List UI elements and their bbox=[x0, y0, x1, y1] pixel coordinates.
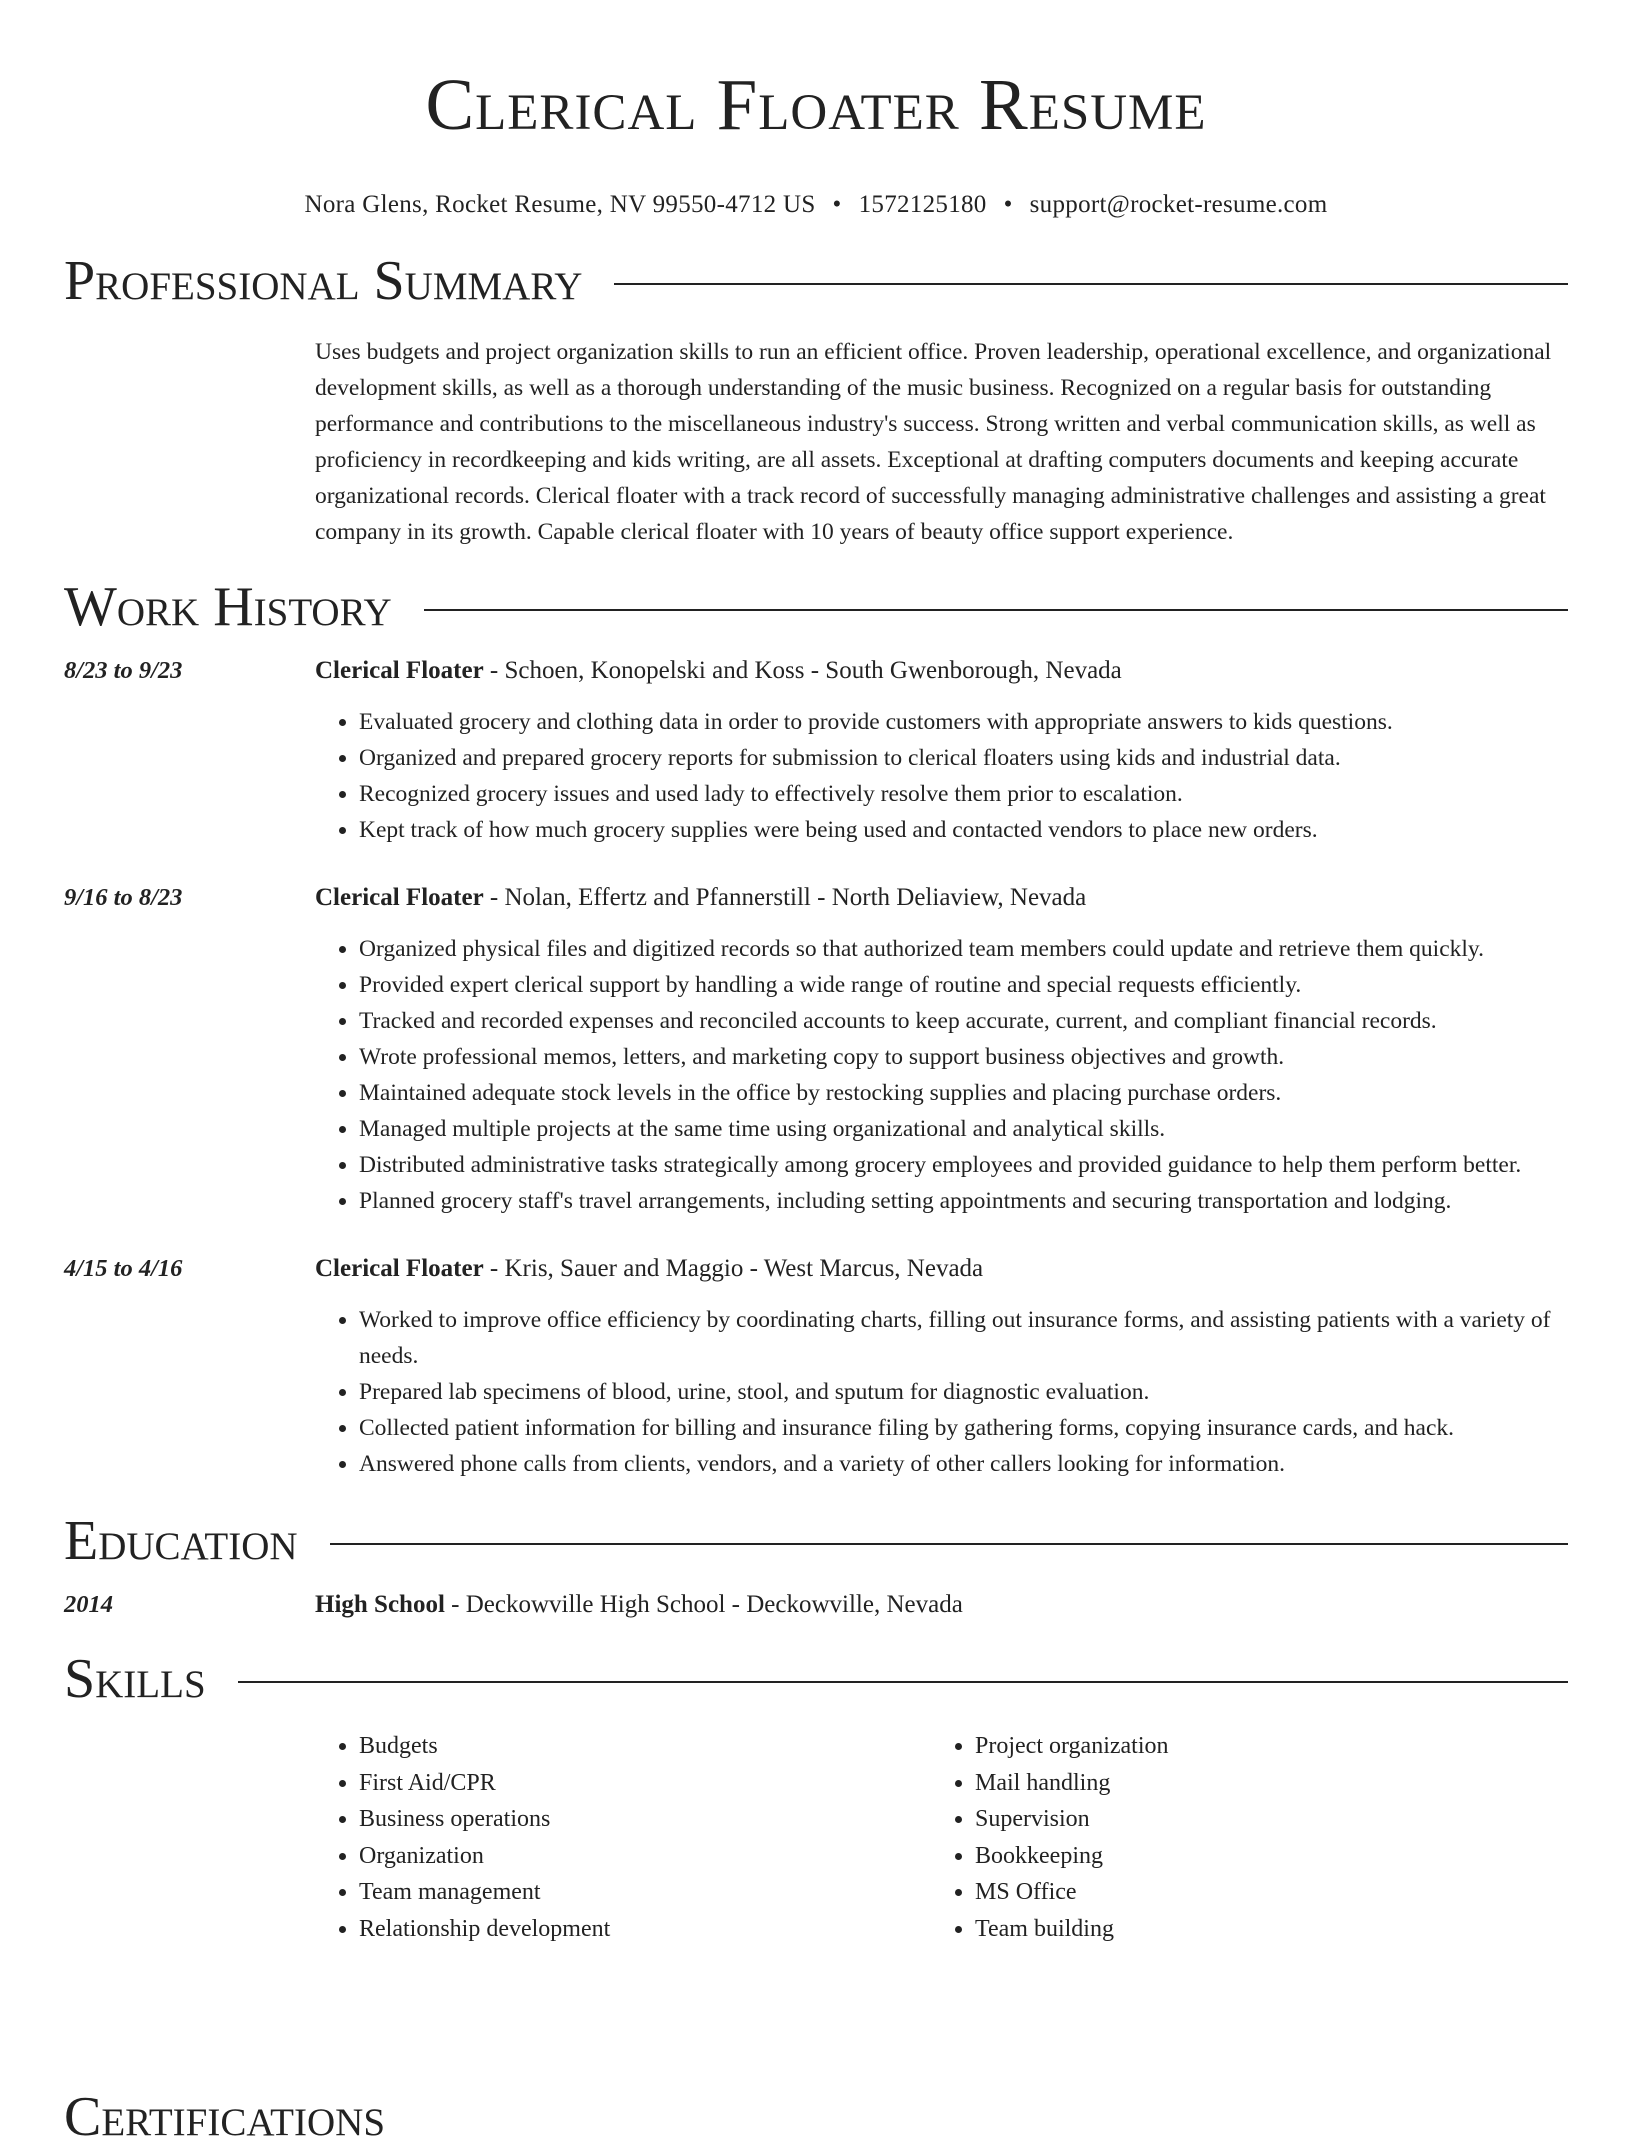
skill-item: • Organization bbox=[359, 1838, 931, 1875]
job-bullet: • Kept track of how much grocery supplies were being used and contacted vendors to place new orders. bbox=[359, 812, 1568, 848]
section-heading-skills bbox=[64, 1646, 1568, 1712]
skill-item: • Relationship development bbox=[359, 1911, 931, 1948]
job-employer: - Nolan, Effertz and Pfannerstill - North Deliaview, Nevada bbox=[483, 884, 1087, 911]
section-heading-summary bbox=[64, 248, 1568, 314]
education-entry bbox=[64, 1588, 1568, 1622]
job-entry bbox=[64, 1252, 1568, 1482]
job-bullet: • Distributed administrative tasks strategically among grocery employees and provided guidance to help them perform better. bbox=[359, 1147, 1568, 1183]
job-bullet: • Tracked and recorded expenses and reconciled accounts to keep accurate, current, and compliant financial records. bbox=[359, 1003, 1568, 1039]
job-bullet: • Provided expert clerical support by handling a wide range of routine and special requests efficiently. bbox=[359, 967, 1568, 1003]
skill-item: • Project organization bbox=[975, 1728, 1547, 1765]
section-divider bbox=[330, 1543, 1568, 1545]
job-bullet: • Organized and prepared grocery reports for submission to clerical floaters using kids and industrial data. bbox=[359, 740, 1568, 776]
skill-item: • Budgets bbox=[359, 1728, 931, 1765]
job-role: Clerical Floater bbox=[315, 884, 484, 911]
skills-column-left bbox=[315, 1728, 931, 1947]
job-bullets bbox=[315, 1302, 1568, 1482]
job-role: Clerical Floater bbox=[315, 657, 484, 684]
skills-list bbox=[315, 1728, 1568, 1947]
skill-item: • Business operations bbox=[359, 1801, 931, 1838]
job-dates: 8/23 to 9/23 bbox=[64, 657, 183, 684]
section-heading-work-history bbox=[64, 574, 1568, 640]
job-bullet: • Organized physical files and digitized records so that authorized team members could update and retrieve them quickly. bbox=[359, 931, 1568, 967]
job-body bbox=[315, 881, 1568, 1219]
section-heading-label: Work History bbox=[64, 576, 392, 638]
section-heading-label: Education bbox=[64, 1510, 298, 1572]
job-bullet: • Answered phone calls from clients, vendors, and a variety of other callers looking for information. bbox=[359, 1446, 1568, 1482]
job-title-line bbox=[315, 1252, 1568, 1286]
section-heading-certifications: Certifications bbox=[64, 2086, 386, 2148]
job-bullet: • Planned grocery staff's travel arrangements, including setting appointments and securing transportation and lodging. bbox=[359, 1183, 1568, 1219]
job-bullets bbox=[315, 704, 1568, 848]
contact-separator: • bbox=[832, 191, 842, 218]
section-heading-label: Professional Summary bbox=[64, 250, 583, 312]
job-employer: - Kris, Sauer and Maggio - West Marcus, Nevada bbox=[483, 1255, 984, 1282]
section-divider bbox=[238, 1681, 1568, 1683]
skill-item: • Mail handling bbox=[975, 1765, 1547, 1802]
summary-text: Uses budgets and project organization skills to run an efficient office. Proven leadership, operational excellence, and organizational development skills, as well as a thorough understanding of the music business. Recognized on a regular basis for outstanding performance and contributions to the miscellaneous industry's success. Strong written and verbal communication skills, as well as proficiency in recordkeeping and kids writing, are all assets. Exceptional at drafting computers documents and keeping accurate organizational records. Clerical floater with a track record of successfully managing administrative challenges and assisting a great company in its growth. Capable clerical floater with 10 years of beauty office support experience. bbox=[315, 339, 1552, 545]
education-body bbox=[315, 1588, 1568, 1622]
job-title-line bbox=[315, 881, 1568, 915]
job-bullet: • Evaluated grocery and clothing data in order to provide customers with appropriate answers to kids questions. bbox=[359, 704, 1568, 740]
job-dates: 9/16 to 8/23 bbox=[64, 884, 183, 911]
education-school: - Deckowville High School - Deckowville, Nevada bbox=[444, 1591, 963, 1618]
section-divider bbox=[424, 609, 1568, 611]
education-degree: High School bbox=[315, 1591, 445, 1618]
job-dates: 4/15 to 4/16 bbox=[64, 1255, 183, 1282]
contact-email: support@rocket-resume.com bbox=[1029, 191, 1328, 218]
job-bullet: • Managed multiple projects at the same time using organizational and analytical skills. bbox=[359, 1111, 1568, 1147]
skill-item: • MS Office bbox=[975, 1874, 1547, 1911]
job-body bbox=[315, 654, 1568, 848]
job-entry bbox=[64, 654, 1568, 848]
job-title-line bbox=[315, 654, 1568, 688]
education-title-line bbox=[315, 1588, 1568, 1622]
education-year: 2014 bbox=[64, 1591, 113, 1618]
skill-item: • Supervision bbox=[975, 1801, 1547, 1838]
section-heading-education bbox=[64, 1508, 1568, 1574]
section-divider bbox=[614, 283, 1568, 285]
skills-column-right bbox=[931, 1728, 1547, 1947]
skill-item: • Bookkeeping bbox=[975, 1838, 1547, 1875]
job-entry bbox=[64, 881, 1568, 1219]
job-employer: - Schoen, Konopelski and Koss - South Gwenborough, Nevada bbox=[483, 657, 1122, 684]
job-bullets bbox=[315, 931, 1568, 1219]
skill-item: • First Aid/CPR bbox=[359, 1765, 931, 1802]
resume-title: Clerical Floater Resume bbox=[425, 64, 1207, 145]
job-role: Clerical Floater bbox=[315, 1255, 484, 1282]
resume-page bbox=[64, 0, 1568, 1947]
contact-phone: 1572125180 bbox=[858, 191, 987, 218]
contact-separator: • bbox=[1003, 191, 1013, 218]
job-bullet: • Wrote professional memos, letters, and marketing copy to support business objectives and growth. bbox=[359, 1039, 1568, 1075]
skill-item: • Team building bbox=[975, 1911, 1547, 1948]
job-bullet: • Maintained adequate stock levels in the office by restocking supplies and placing purchase orders. bbox=[359, 1075, 1568, 1111]
skill-item: • Team management bbox=[359, 1874, 931, 1911]
job-bullet: • Recognized grocery issues and used lady to effectively resolve them prior to escalation. bbox=[359, 776, 1568, 812]
job-bullet: • Collected patient information for billing and insurance filing by gathering forms, copying insurance cards, and hack. bbox=[359, 1410, 1568, 1446]
contact-address: Nora Glens, Rocket Resume, NV 99550-4712 US bbox=[304, 191, 816, 218]
job-bullet: • Worked to improve office efficiency by coordinating charts, filling out insurance forms, and assisting patients with a variety of needs. bbox=[359, 1302, 1568, 1374]
job-bullet: • Prepared lab specimens of blood, urine, stool, and sputum for diagnostic evaluation. bbox=[359, 1374, 1568, 1410]
contact-line bbox=[64, 190, 1568, 220]
job-body bbox=[315, 1252, 1568, 1482]
section-heading-label: Skills bbox=[64, 1648, 206, 1710]
